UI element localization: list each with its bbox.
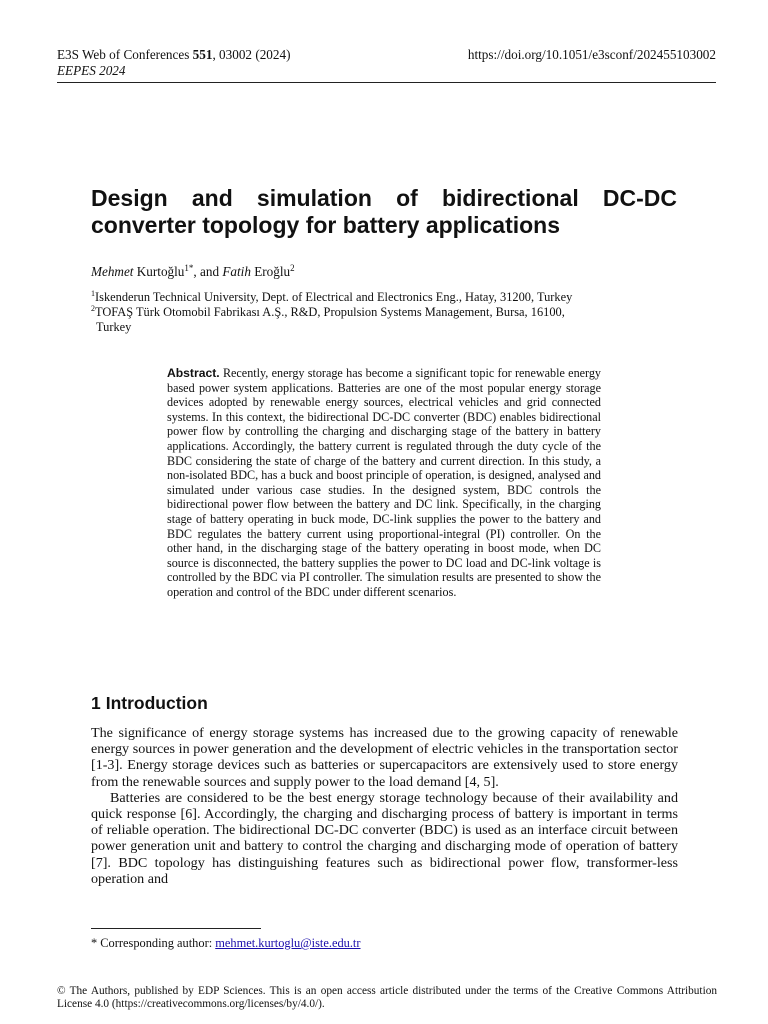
abstract (167, 366, 601, 600)
affiliations (91, 290, 671, 334)
conference-event: EEPES 2024 (57, 63, 126, 78)
doi-link[interactable]: https://doi.org/10.1051/e3sconf/202455103002 (467, 47, 716, 62)
journal-name: E3S Web of Conferences (57, 47, 190, 62)
footnote-label: * Corresponding author: (91, 936, 216, 950)
author-list (91, 264, 295, 280)
affiliation-2 (91, 305, 671, 320)
journal-volume: 551 (192, 47, 213, 62)
author-2-given-name: Fatih (222, 264, 251, 279)
author-1-given-name: Mehmet (91, 264, 134, 279)
affiliation-1 (91, 290, 671, 305)
license-footer: © The Authors, published by EDP Sciences. This is an open access article distributed under the terms of the Creative Commons Attribution License 4.0 (https://creativecommons.org/licenses/by/4.0/). (57, 985, 717, 1011)
affiliation-1-mark: 1 (91, 289, 95, 298)
section-number: 1 (91, 693, 101, 713)
paragraph-2: Batteries are considered to be the best energy storage technology because of their availability and quick response [6]. Accordingly, the charging and discharging process of battery is important in terms of reliable operation. The bidirectional DC-DC converter (BDC) is used as an interface circuit between power generation unit and battery to control the charging and discharging mode of operation of battery [7]. BDC topology has distinguishing features such as bidirectional power flow, transformer-less operation and (91, 789, 678, 887)
section-title: Introduction (105, 693, 208, 713)
corresponding-email-link[interactable]: mehmet.kurtoglu@iste.edu.tr (215, 936, 361, 950)
affiliation-2-mark: 2 (91, 303, 95, 313)
footnote (91, 936, 361, 951)
abstract-text: Recently, energy storage has become a significant topic for renewable energy based power system applications. Batteries are one of the most popular energy storage devices adopted by renewable energy sources, electrical vehicles and grid connected systems. In this context, the bidirectional DC-DC converter (BDC) enables bidirectional power flow by controlling the charging and discharging stage of the battery in battery applications. Accordingly, the battery current is regulated through the duty cycle of the BDC considering the state of charge of the battery and current direction. In this study, a non-isolated BDC, has a buck and boost principle of operation, is designed, analysed and simulated under various case studies. In the designed system, BDC controls the bidirectional power flow between the battery and DC link. Specifically, in the charging stage of battery operating in buck mode, DC-link supplies the power to the battery and BDC regulates the battery current using proportional-integral (PI) controller. On the other hand, in the discharging stage of the battery operating in boost mode, when DC source is disconnected, the battery supplies the power to DC load and DC-link voltage is controlled by the BDC via PI controller. The simulation results are presented to show the operation and control of the BDC under different scenarios. (167, 366, 601, 599)
author-1-family-name: Kurtoğlu (136, 264, 185, 279)
author-separator: , and (193, 264, 223, 279)
footnote-rule (91, 928, 261, 929)
affiliation-1-text: Iskenderun Technical University, Dept. of Electrical and Electronics Eng., Hatay, 31200, Turkey (95, 290, 573, 304)
author-1-affiliation-mark: 1* (184, 263, 194, 273)
affiliation-2-continued: Turkey (96, 319, 132, 334)
paper-title: Design and simulation of bidirectional DC-DC converter topology for battery applications (91, 185, 677, 238)
article-number: , 03002 (2024) (212, 47, 291, 62)
author-2-affiliation-mark: 2 (290, 263, 295, 273)
introduction-body (91, 725, 678, 887)
header-rule (57, 82, 716, 83)
journal-citation (57, 47, 290, 63)
affiliation-2-text: TOFAŞ Türk Otomobil Fabrikası A.Ş., R&D, Propulsion Systems Management, Bursa, 16100, (95, 304, 565, 319)
author-2-family-name: Eroğlu (254, 264, 291, 279)
abstract-label: Abstract. (167, 366, 220, 380)
section-heading-introduction (91, 692, 208, 714)
running-header-left (57, 47, 290, 79)
paragraph-1: The significance of energy storage systems has increased due to the growing capacity of renewable energy sources in power generation and the development of electric vehicles in the transportation sector [1-3]. Energy storage devices such as batteries or supercapacitors are extensively used to store energy from the renewable sources and supply power to the load demand [4, 5]. (91, 725, 678, 790)
